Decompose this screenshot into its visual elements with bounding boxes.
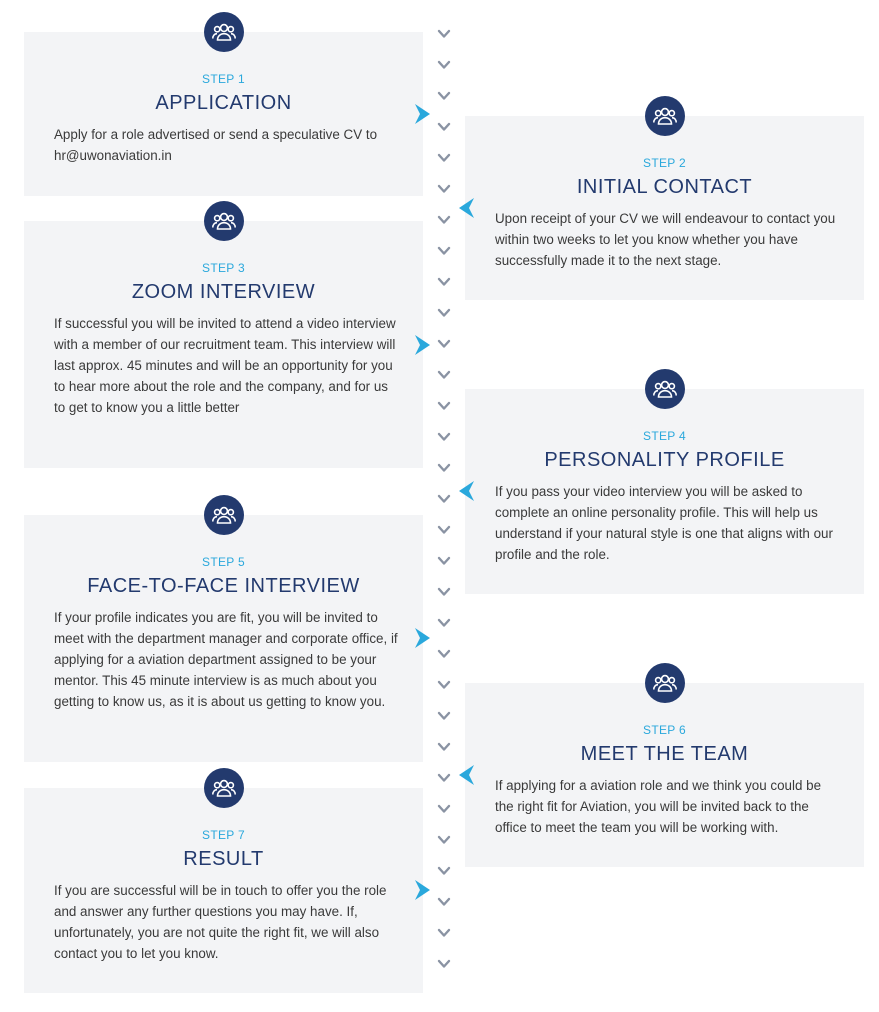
chevron-down-icon (436, 772, 452, 784)
chevron-down-icon (436, 431, 452, 443)
chevron-down-icon (436, 276, 452, 288)
chevron-down-icon (436, 617, 452, 629)
chevron-down-icon (436, 214, 452, 226)
chevron-down-icon (436, 152, 452, 164)
team-icon (645, 369, 685, 409)
step-label: STEP 4 (643, 429, 686, 443)
step-title: FACE-TO-FACE INTERVIEW (87, 575, 360, 597)
arrow-pointer-icon (458, 765, 474, 785)
arrow-pointer-icon (415, 104, 431, 124)
chevron-down-icon (436, 524, 452, 536)
step-card-3 (24, 221, 423, 468)
step-card-6 (465, 683, 864, 867)
step-card-2 (465, 116, 864, 300)
step-title: PERSONALITY PROFILE (544, 449, 785, 471)
step-title: APPLICATION (155, 92, 292, 114)
step-label: STEP 5 (202, 555, 245, 569)
chevron-down-icon (436, 710, 452, 722)
step-title: RESULT (183, 848, 264, 870)
arrow-pointer-icon (415, 335, 431, 355)
team-icon (204, 768, 244, 808)
chevron-down-icon (436, 400, 452, 412)
step-title: ZOOM INTERVIEW (131, 281, 316, 303)
step-description: Apply for a role advertised or send a speculative CV to hr@uwonaviation.in (54, 127, 378, 163)
step-label: STEP 7 (202, 828, 245, 842)
arrow-pointer-icon (415, 880, 431, 900)
team-icon (204, 201, 244, 241)
step-label: STEP 2 (643, 156, 686, 170)
step-label: STEP 1 (202, 72, 245, 86)
chevron-down-icon (436, 834, 452, 846)
chevron-down-icon (436, 555, 452, 567)
arrow-pointer-icon (458, 198, 474, 218)
chevron-down-icon (436, 369, 452, 381)
chevron-down-icon (436, 121, 452, 133)
chevron-down-icon (436, 338, 452, 350)
chevron-down-icon (436, 90, 452, 102)
step-card-4 (465, 389, 864, 594)
team-icon (645, 96, 685, 136)
step-description: Upon receipt of your CV we will endeavour to contact you within two weeks to let you know whether you have successfully made it to the next stage. (495, 211, 836, 268)
chevron-down-icon (436, 462, 452, 474)
team-icon (204, 12, 244, 52)
team-icon (204, 495, 244, 535)
step-description: If applying for a aviation role and we think you could be the right fit for Aviation, you will be invited back to the office to meet the team you will be working with. (495, 778, 822, 835)
step-description: If you are successful will be in touch to offer you the role and answer any further questions you may have. If, unfortunately, you are not quite the right fit, we will also contact you to let you know. (54, 883, 387, 961)
step-label: STEP 6 (643, 723, 686, 737)
chevron-down-icon (436, 927, 452, 939)
step-card-7 (24, 788, 423, 993)
chevron-down-icon (436, 896, 452, 908)
step-label: STEP 3 (202, 261, 245, 275)
step-description: If your profile indicates you are fit, you will be invited to meet with the department manager and corporate office, if applying for a aviation department assigned to be your mentor. This 45 minute interview is as much about you getting to know us, as it is about us getting to know you. (54, 610, 398, 709)
arrow-pointer-icon (415, 628, 431, 648)
chevron-down-icon (436, 245, 452, 257)
chevron-down-icon (436, 28, 452, 40)
chevron-down-icon (436, 307, 452, 319)
chevron-down-icon (436, 803, 452, 815)
step-description: If you pass your video interview you will be asked to complete an online personality profile. This will help us understand if your natural style is one that aligns with our profile and the role. (495, 484, 833, 562)
arrow-pointer-icon (458, 481, 474, 501)
chevron-down-icon (436, 679, 452, 691)
chevron-down-icon (436, 648, 452, 660)
chevron-down-icon (436, 865, 452, 877)
chevron-down-icon (436, 183, 452, 195)
chevron-down-icon (436, 59, 452, 71)
team-icon (645, 663, 685, 703)
chevron-down-icon (436, 741, 452, 753)
chevron-down-icon (436, 493, 452, 505)
step-card-1 (24, 32, 423, 196)
step-card-5 (24, 515, 423, 762)
step-title: INITIAL CONTACT (576, 176, 753, 198)
chevron-down-icon (436, 958, 452, 970)
step-description: If successful you will be invited to attend a video interview with a member of our recruitment team. This interview will last approx. 45 minutes and will be an opportunity for you to hear more about the role and the company, and for us to get to know you a little better (54, 316, 396, 415)
chevron-down-icon (436, 586, 452, 598)
step-title: MEET THE TEAM (580, 743, 749, 765)
